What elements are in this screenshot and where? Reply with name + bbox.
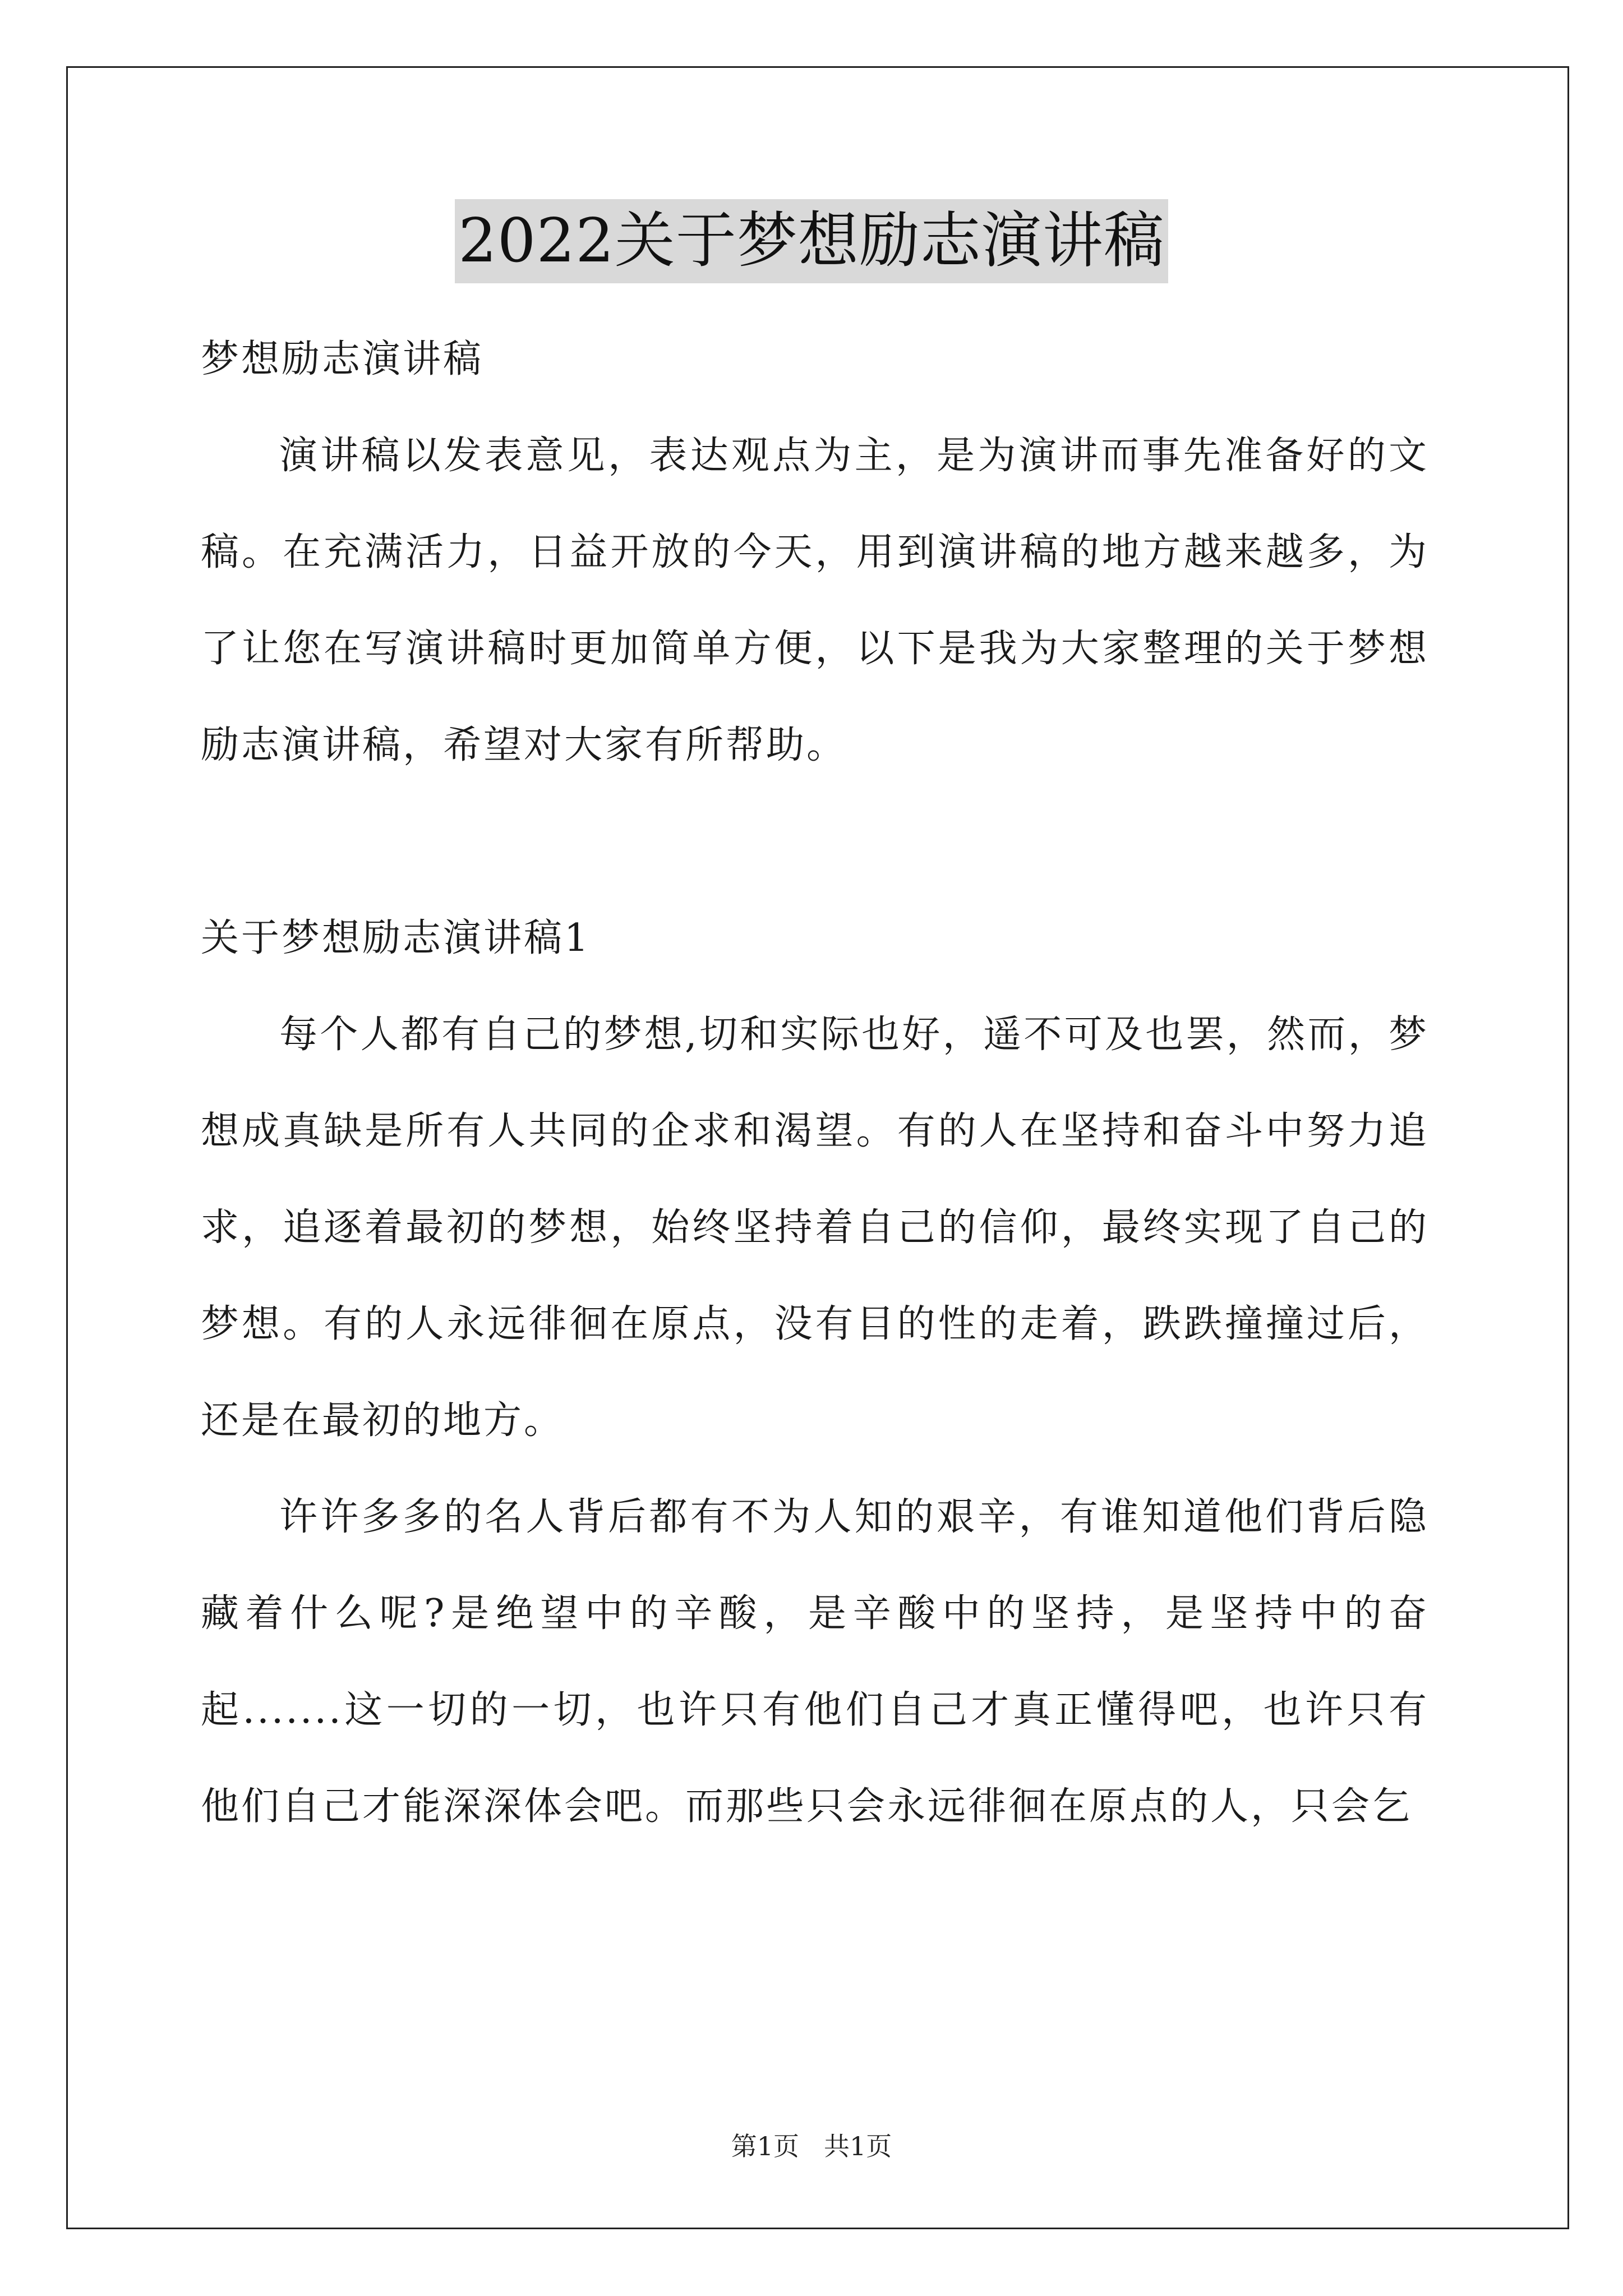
page-number-current: 第1页	[731, 2131, 800, 2161]
paragraph: 许许多多的名人背后都有不为人知的艰辛，有谁知道他们背后隐藏着什么呢?是绝望中的辛酸，是辛酸中的坚持，是坚持中的奋起.......这一切的一切，也许只有他们自己才真正懂得吧，也许只有他们自己才能深深体会吧。而那些只会永远徘徊在原点的人，只会乞	[201, 1495, 1429, 1829]
section-heading: 梦想励志演讲稿	[201, 337, 484, 381]
document-body	[201, 311, 1429, 1855]
title-wrap	[0, 199, 1623, 283]
document-title: 2022关于梦想励志演讲稿	[455, 199, 1168, 283]
paragraph: 每个人都有自己的梦想,切和实际也好，遥不可及也罢，然而，梦想成真缺是所有人共同的企求和渴望。有的人在坚持和奋斗中努力追求，追逐着最初的梦想，始终坚持着自己的信仰，最终实现了自己的梦想。有的人永远徘徊在原点，没有目的性的走着，跌跌撞撞过后，还是在最初的地方。	[201, 1013, 1429, 1443]
section-heading: 关于梦想励志演讲稿1	[201, 916, 591, 960]
page-footer	[0, 2126, 1623, 2163]
paragraph: 演讲稿以发表意见，表达观点为主，是为演讲而事先准备好的文稿。在充满活力，日益开放的今天，用到演讲稿的地方越来越多，为了让您在写演讲稿时更加简单方便，以下是我为大家整理的关于梦想励志演讲稿，希望对大家有所帮助。	[201, 434, 1429, 767]
paragraph-gap	[201, 794, 1429, 890]
page-number-total: 共1页	[823, 2131, 892, 2161]
